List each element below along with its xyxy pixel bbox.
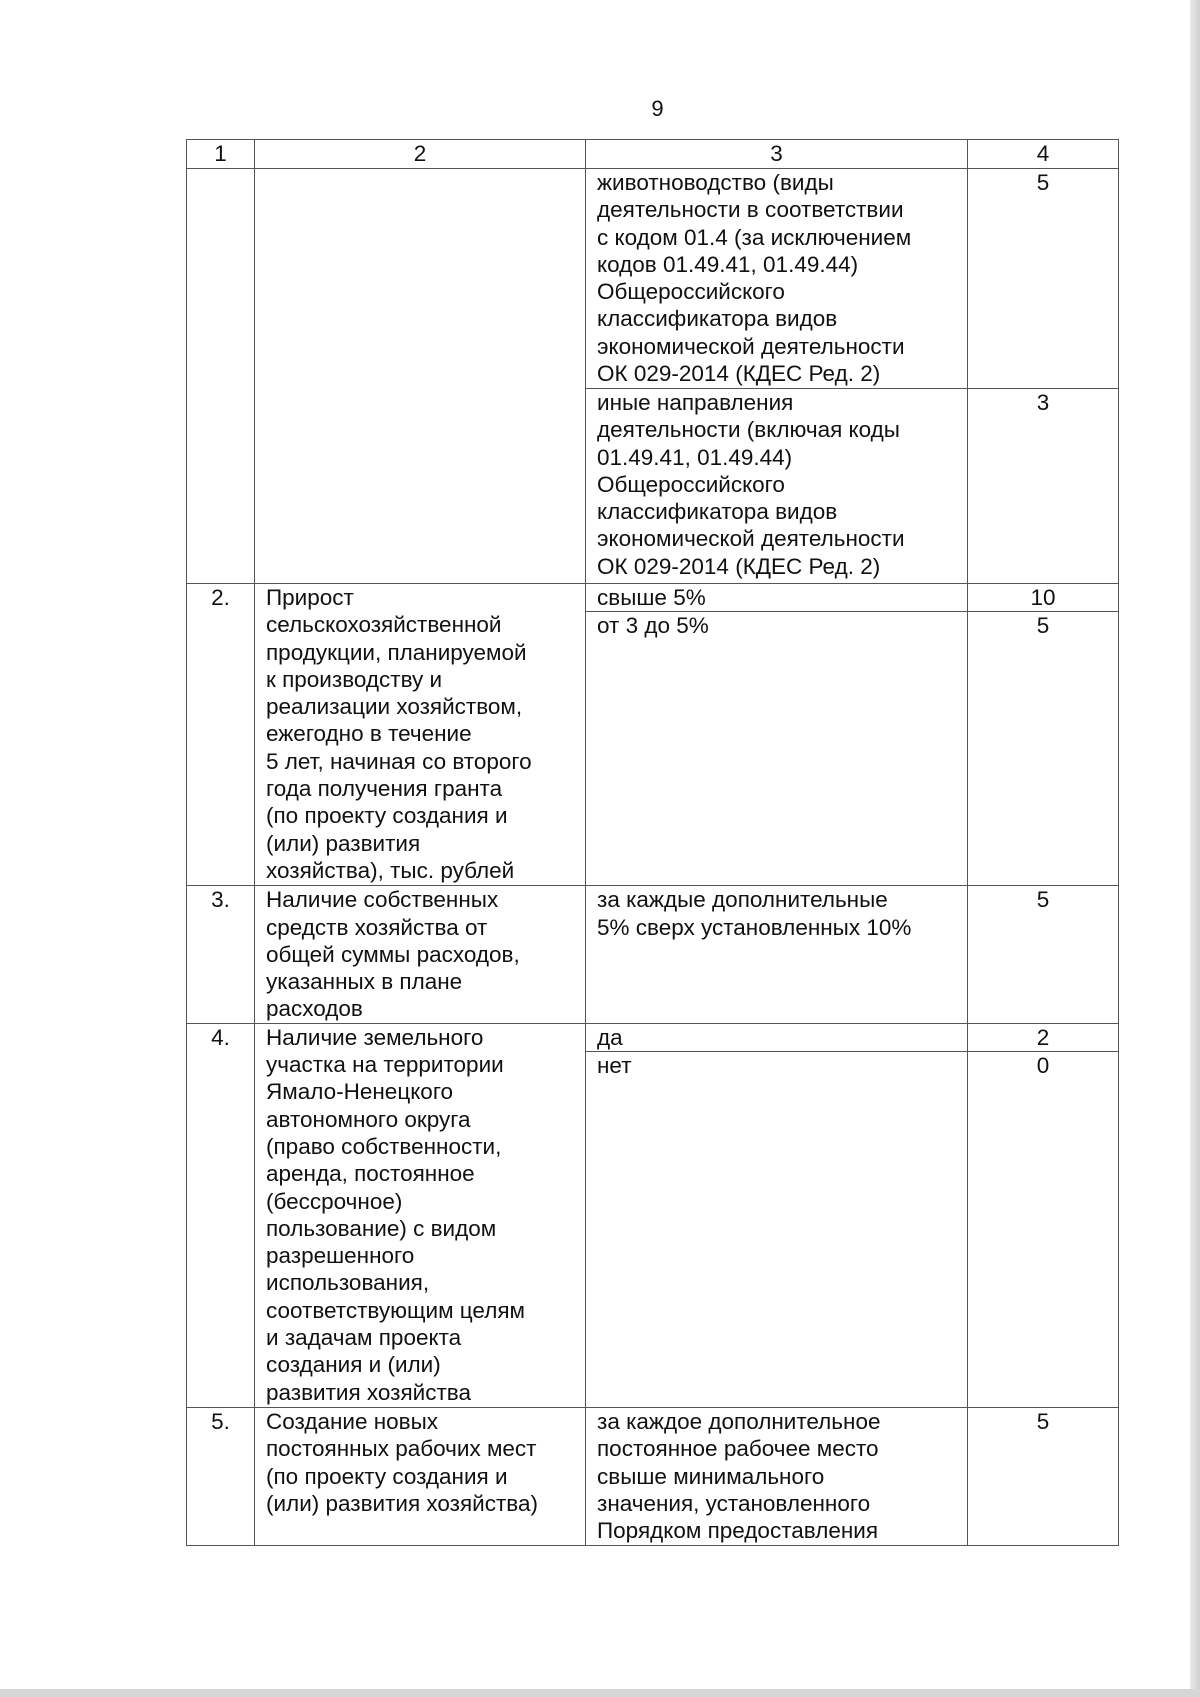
table-row xyxy=(187,886,1119,1023)
score-value: 5 xyxy=(968,169,1119,389)
option-text: да xyxy=(586,1023,968,1051)
table-header-row xyxy=(187,140,1119,169)
score-value: 5 xyxy=(968,886,1119,1023)
criteria-table xyxy=(186,139,1119,1546)
header-cell-2: 2 xyxy=(255,140,586,169)
option-text: свыше 5% xyxy=(586,584,968,612)
score-value: 5 xyxy=(968,1408,1119,1545)
row-number xyxy=(187,169,255,584)
row-number: 5. xyxy=(187,1408,255,1545)
score-value: 5 xyxy=(968,612,1119,886)
option-text: нет xyxy=(586,1052,968,1408)
table-row xyxy=(187,169,1119,389)
header-cell-3: 3 xyxy=(586,140,968,169)
score-value: 3 xyxy=(968,389,1119,584)
table-row xyxy=(187,1023,1119,1051)
criterion-text: Создание новых постоянных рабочих мест (по проекту создания и (или) развития хозяйства) xyxy=(255,1408,586,1545)
criterion-text: Наличие земельного участка на территории Ямало-Ненецкого автономного округа (право собственности, аренда, постоянное (бессрочное) пользование) с видом разрешенного использования, соответствующим целям и задачам проекта создания и (или) развития хозяйства xyxy=(255,1023,586,1407)
criterion-text: Прирост сельскохозяйственной продукции, планируемой к производству и реализации хозяйством, ежегодно в течение 5 лет, начиная со второго года получения гранта (по проекту создания и (или) развития хозяйства), тыс. рублей xyxy=(255,584,586,886)
score-value: 10 xyxy=(968,584,1119,612)
option-text: за каждые дополнительные 5% сверх установленных 10% xyxy=(586,886,968,1023)
page-bottom-edge xyxy=(0,1689,1200,1697)
option-text: иные направления деятельности (включая коды 01.49.41, 01.49.44) Общероссийского классификатора видов экономической деятельности ОК 029-2014 (КДЕС Ред. 2) xyxy=(586,389,968,584)
option-text: за каждое дополнительное постоянное рабочее место свыше минимального значения, установленного Порядком предоставления xyxy=(586,1408,968,1545)
page-number: 9 xyxy=(651,96,664,121)
criterion-text: Наличие собственных средств хозяйства от общей суммы расходов, указанных в плане расходов xyxy=(255,886,586,1023)
criterion-text xyxy=(255,169,586,584)
row-number: 2. xyxy=(187,584,255,886)
option-text: животноводство (виды деятельности в соответствии с кодом 01.4 (за исключением кодов 01.49.41, 01.49.44) Общероссийского классификатора видов экономической деятельности ОК 029-2014 (КДЕС Ред. 2) xyxy=(586,169,968,389)
page-edge-shadow xyxy=(1190,0,1200,1697)
row-number: 4. xyxy=(187,1023,255,1407)
header-cell-4: 4 xyxy=(968,140,1119,169)
option-text: от 3 до 5% xyxy=(586,612,968,886)
score-value: 0 xyxy=(968,1052,1119,1408)
header-cell-1: 1 xyxy=(187,140,255,169)
table-row xyxy=(187,584,1119,612)
score-value: 2 xyxy=(968,1023,1119,1051)
table-row xyxy=(187,1408,1119,1545)
row-number: 3. xyxy=(187,886,255,1023)
